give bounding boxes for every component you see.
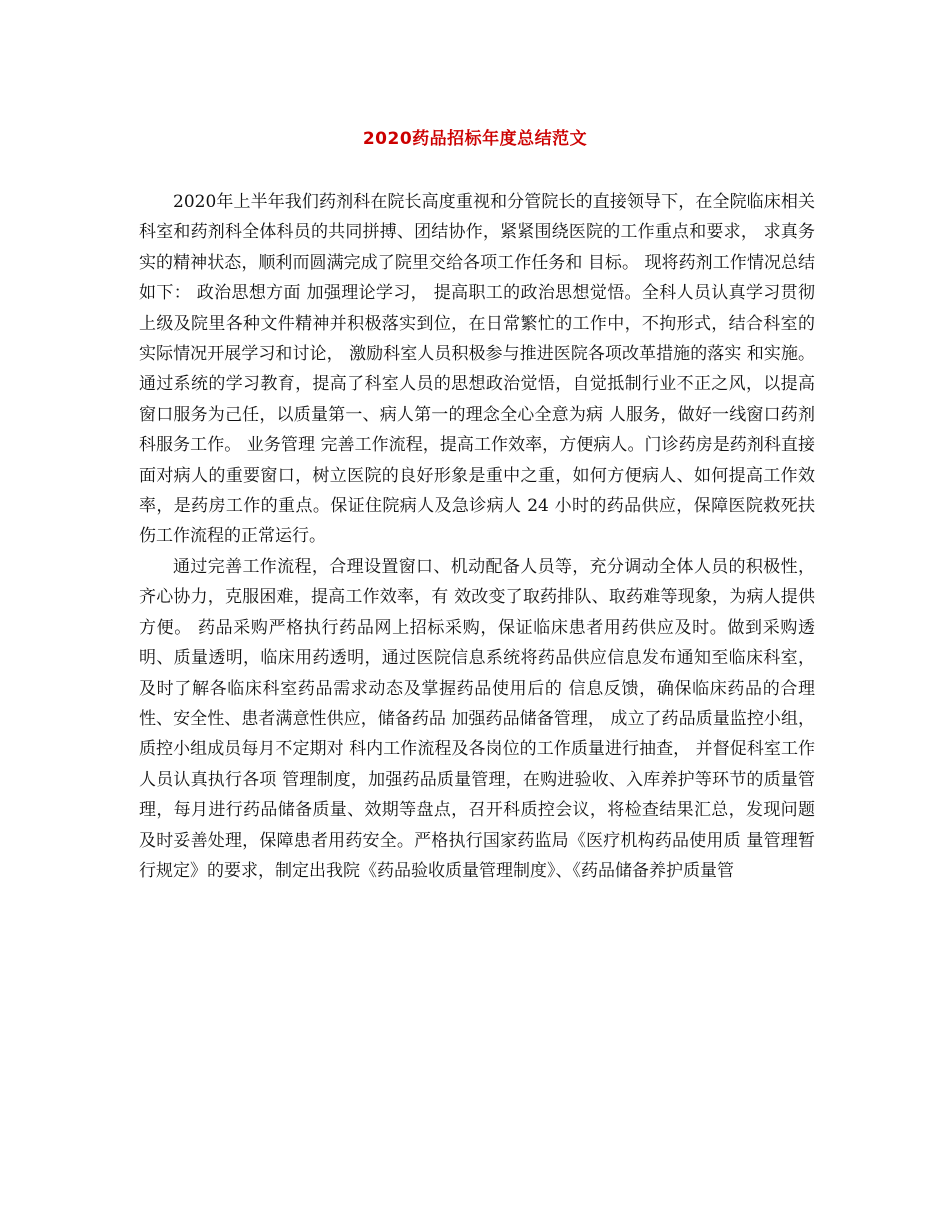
document-title: 2020药品招标年度总结范文 bbox=[362, 129, 588, 149]
paragraph-2: 通过完善工作流程，合理设置窗口、机动配备人员等，充分调动全体人员的积极性，齐心协力，克服困难，提高工作效率，有 效改变了取药排队、取药难等现象，为病人提供方便。 药品采购严格执行药品网上招标采购，保证临床患者用药供应及时。做到采购透明、质量透明，临床用药透明，通过医院信息系统将药品供应信息发布通知至临床科室， 及时了解各临床科室药品需求动态及掌握药品使用后的 信息反馈，确保临床药品的合理性、安全性、患者满意性供应，储备药品 加强药品储备管理， 成立了药品质量监控小组，质控小组成员每月不定期对 科内工作流程及各岗位的工作质量进行抽查， 并督促科室工作人员认真执行各项 管理制度，加强药品质量管理，在购进验收、入库养护等环节的质量管理，每月进行药品储备质量、效期等盘点，召开科质控会议，将检查结果汇总，发现问题 及时妥善处理，保障患者用药安全。严格执行国家药监局《医疗机构药品使用质 量管理暂行规定》的要求，制定出我院《药品验收质量管理制度》、《药品储备养护质量管 bbox=[139, 556, 815, 881]
paragraph-1: 2020年上半年我们药剂科在院长高度重视和分管院长的直接领导下，在全院临床相关科室和药剂科全体科员的共同拼搏、团结协作，紧紧围绕医院的工作重点和要求， 求真务实的精神状态，顺利而圆满完成了院里交给各项工作任务和 目标。 现将药剂工作情况总结如下： 政治思想方面 加强理论学习， 提高职工的政治思想觉悟。全科人员认真学习贯彻上级及院里各种文件精神并积极落实到位，在日常繁忙的工作中，不拘形式，结合科室的 实际情况开展学习和讨论， 激励科室人员积极参与推进医院各项改革措施的落实 和实施。通过系统的学习教育，提高了科室人员的思想政治觉悟，自觉抵制行业不正之风，以提高窗口服务为己任，以质量第一、病人第一的理念全心全意为病 人服务，做好一线窗口药剂科服务工作。 业务管理 完善工作流程，提高工作效率，方便病人。门诊药房是药剂科直接面对病人的重要窗口，树立医院的良好形象是重中之重，如何方便病人、如何提高工作效率，是药房工作的重点。保证住院病人及急诊病人 24 小时的药品供应，保障医院救死扶伤工作流程的正常运行。 bbox=[139, 192, 815, 547]
document-body bbox=[139, 187, 815, 886]
